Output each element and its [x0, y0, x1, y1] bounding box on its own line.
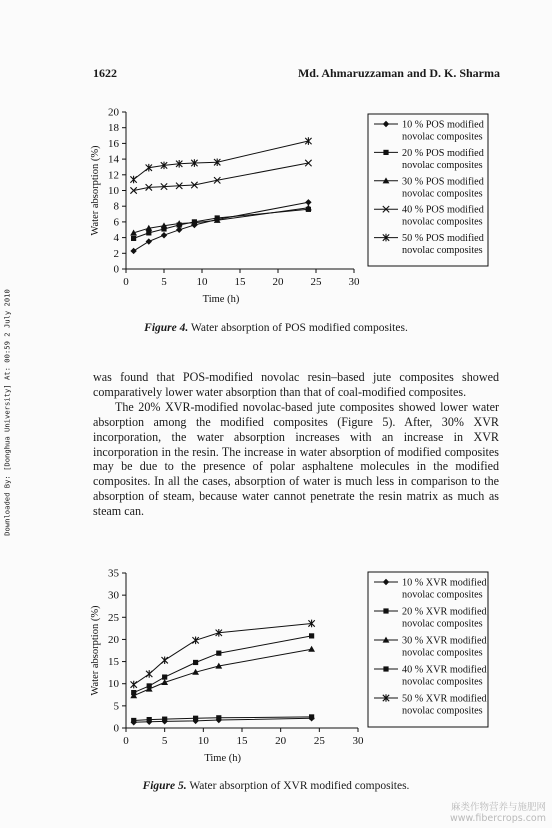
- y-tick-label: 5: [113, 700, 119, 713]
- data-point: [131, 236, 136, 241]
- data-point: [131, 681, 137, 689]
- y-tick-label: 0: [113, 263, 119, 276]
- legend-entry: [374, 665, 487, 688]
- legend-label-cont: novolac composites: [402, 245, 483, 257]
- download-watermark-strip: [0, 0, 14, 828]
- legend-marker: [383, 666, 388, 671]
- legend-label: 20 % XVR modified: [402, 606, 487, 618]
- x-tick-label: 25: [310, 276, 322, 288]
- legend-entry: [374, 636, 487, 659]
- y-tick-label: 15: [108, 656, 119, 669]
- figure-4-caption-text: Water absorption of POS modified composites.: [190, 322, 408, 334]
- x-axis-label: Time (h): [204, 753, 242, 764]
- legend-label: 10 % XVR modified: [402, 577, 487, 589]
- data-point: [147, 717, 152, 722]
- y-tick-label: 16: [108, 137, 119, 150]
- body-text: [93, 370, 499, 519]
- figure-5-svg: [80, 562, 500, 772]
- y-tick-label: 25: [108, 611, 119, 624]
- data-point: [162, 717, 167, 722]
- x-tick-label: 0: [123, 735, 129, 747]
- legend-label: 20 % POS modified: [402, 147, 484, 159]
- series-line: [134, 209, 309, 238]
- data-point: [308, 646, 315, 652]
- legend-label: 40 % XVR modified: [402, 664, 487, 676]
- data-point: [193, 716, 198, 721]
- y-tick-label: 2: [113, 247, 119, 260]
- y-tick-label: 12: [108, 169, 119, 182]
- y-tick-label: 18: [108, 122, 119, 135]
- x-tick-label: 20: [275, 735, 287, 747]
- y-tick-label: 10: [108, 678, 119, 691]
- data-point: [161, 656, 167, 664]
- running-header-authors: Md. Ahmaruzzaman and D. K. Sharma: [297, 66, 500, 80]
- legend-entry: [374, 578, 487, 601]
- series-line: [134, 649, 312, 696]
- data-point: [147, 683, 152, 688]
- x-tick-label: 20: [272, 276, 284, 288]
- data-point: [309, 633, 314, 638]
- y-tick-label: 35: [108, 567, 119, 580]
- data-point: [146, 670, 152, 678]
- legend-entry: [374, 120, 484, 143]
- figure-5-chart: [80, 562, 500, 772]
- legend-entry: [374, 148, 484, 171]
- legend-marker: [383, 579, 389, 585]
- legend-marker: [383, 121, 389, 127]
- watermark-line-1: 麻类作物营养与施肥网: [450, 802, 546, 813]
- site-watermark: [450, 802, 546, 824]
- x-tick-label: 0: [123, 276, 129, 288]
- y-tick-label: 6: [113, 216, 119, 229]
- legend-label: 30 % POS modified: [402, 176, 484, 188]
- legend-entry: [374, 607, 487, 630]
- legend-label-cont: novolac composites: [402, 159, 483, 171]
- paragraph-1: was found that POS-modified novolac resin–based jute composites showed comparatively lower water absorption than that of coal-modified composites.: [93, 370, 499, 399]
- legend-label: 10 % POS modified: [402, 119, 484, 131]
- x-tick-label: 15: [234, 276, 246, 288]
- data-point: [216, 715, 221, 720]
- data-point: [130, 176, 136, 184]
- series-1: [131, 715, 315, 725]
- legend-label: 50 % POS modified: [402, 233, 484, 245]
- x-axis-label: Time (h): [202, 294, 240, 305]
- y-axis-label: Water absorption (%): [90, 605, 101, 696]
- series-3: [130, 646, 315, 699]
- y-tick-label: 30: [108, 589, 119, 602]
- x-tick-label: 30: [348, 276, 360, 288]
- y-tick-label: 8: [113, 200, 119, 213]
- series-4: [131, 633, 314, 695]
- x-tick-label: 5: [161, 735, 168, 747]
- legend-entry: [374, 233, 484, 256]
- legend-entry: [374, 205, 484, 228]
- y-tick-label: 14: [108, 153, 119, 166]
- paragraph-2: The 20% XVR-modified novolac-based jute composites showed lower water absorption among the modified composites (Figure 5). After, 30% XVR incorporation, the water absorption increases with an increase in XVR incorporation in the resin. The increase in water absorption of modified composites may be due to the presence of polar asphaltene molecules in the modified composites. In all the cases, absorption of water is much less in comparison to the absorption of steam, because water cannot penetrate the resin matrix as much as steam can.: [93, 399, 499, 519]
- data-point: [216, 651, 221, 656]
- data-point: [162, 674, 167, 679]
- data-point: [146, 230, 151, 235]
- figure-5-label: Figure 5.: [142, 780, 187, 792]
- y-tick-label: 10: [108, 185, 119, 197]
- x-tick-label: 10: [196, 276, 208, 288]
- data-point: [309, 714, 314, 719]
- legend-label: 50 % XVR modified: [402, 693, 487, 705]
- x-tick-label: 25: [313, 735, 325, 747]
- watermark-line-2: www.fibercrops.com: [449, 813, 546, 824]
- series-line: [134, 163, 309, 191]
- page-number: 1622: [93, 66, 117, 80]
- y-tick-label: 4: [113, 232, 119, 245]
- legend-label: 40 % POS modified: [402, 204, 484, 216]
- figure-4-chart: [80, 100, 500, 315]
- x-tick-label: 30: [352, 735, 364, 747]
- y-tick-label: 20: [108, 633, 119, 646]
- figure-4-label: Figure 4.: [144, 322, 189, 334]
- figure-4-svg: [80, 100, 500, 315]
- download-note: Downloaded By: [Donghua University] At: 00:59 2 July 2010: [2, 289, 12, 536]
- y-axis-label: Water absorption (%): [90, 145, 101, 236]
- series-line: [134, 141, 309, 180]
- x-tick-label: 10: [197, 735, 209, 747]
- series-2: [131, 207, 311, 241]
- legend-label-cont: novolac composites: [402, 676, 483, 688]
- y-tick-label: 20: [108, 106, 119, 119]
- x-tick-label: 15: [236, 735, 248, 747]
- legend-label-cont: novolac composites: [402, 647, 483, 659]
- legend-label-cont: novolac composites: [402, 216, 483, 228]
- series-line: [134, 208, 309, 233]
- series-4: [130, 160, 311, 194]
- legend-entry: [374, 176, 484, 199]
- legend-entry: [374, 694, 487, 717]
- legend-marker: [383, 608, 388, 613]
- y-tick-label: 0: [113, 722, 119, 735]
- legend-label: 30 % XVR modified: [402, 635, 487, 647]
- x-tick-label: 5: [161, 276, 167, 288]
- data-point: [130, 248, 136, 254]
- figure-4-caption: [0, 322, 552, 334]
- legend-label-cont: novolac composites: [402, 188, 483, 200]
- data-point: [131, 718, 136, 723]
- legend-label-cont: novolac composites: [402, 131, 483, 143]
- data-point: [193, 660, 198, 665]
- series-5: [130, 137, 311, 183]
- figure-5-caption: [0, 780, 552, 792]
- legend-label-cont: novolac composites: [402, 589, 483, 601]
- legend-marker: [383, 150, 388, 155]
- data-point: [131, 690, 136, 695]
- legend-label-cont: novolac composites: [402, 705, 483, 717]
- figure-5-caption-text: Water absorption of XVR modified composites.: [189, 780, 410, 792]
- legend-label-cont: novolac composites: [402, 618, 483, 630]
- data-point: [192, 637, 198, 645]
- data-point: [146, 238, 152, 244]
- data-point: [161, 232, 167, 238]
